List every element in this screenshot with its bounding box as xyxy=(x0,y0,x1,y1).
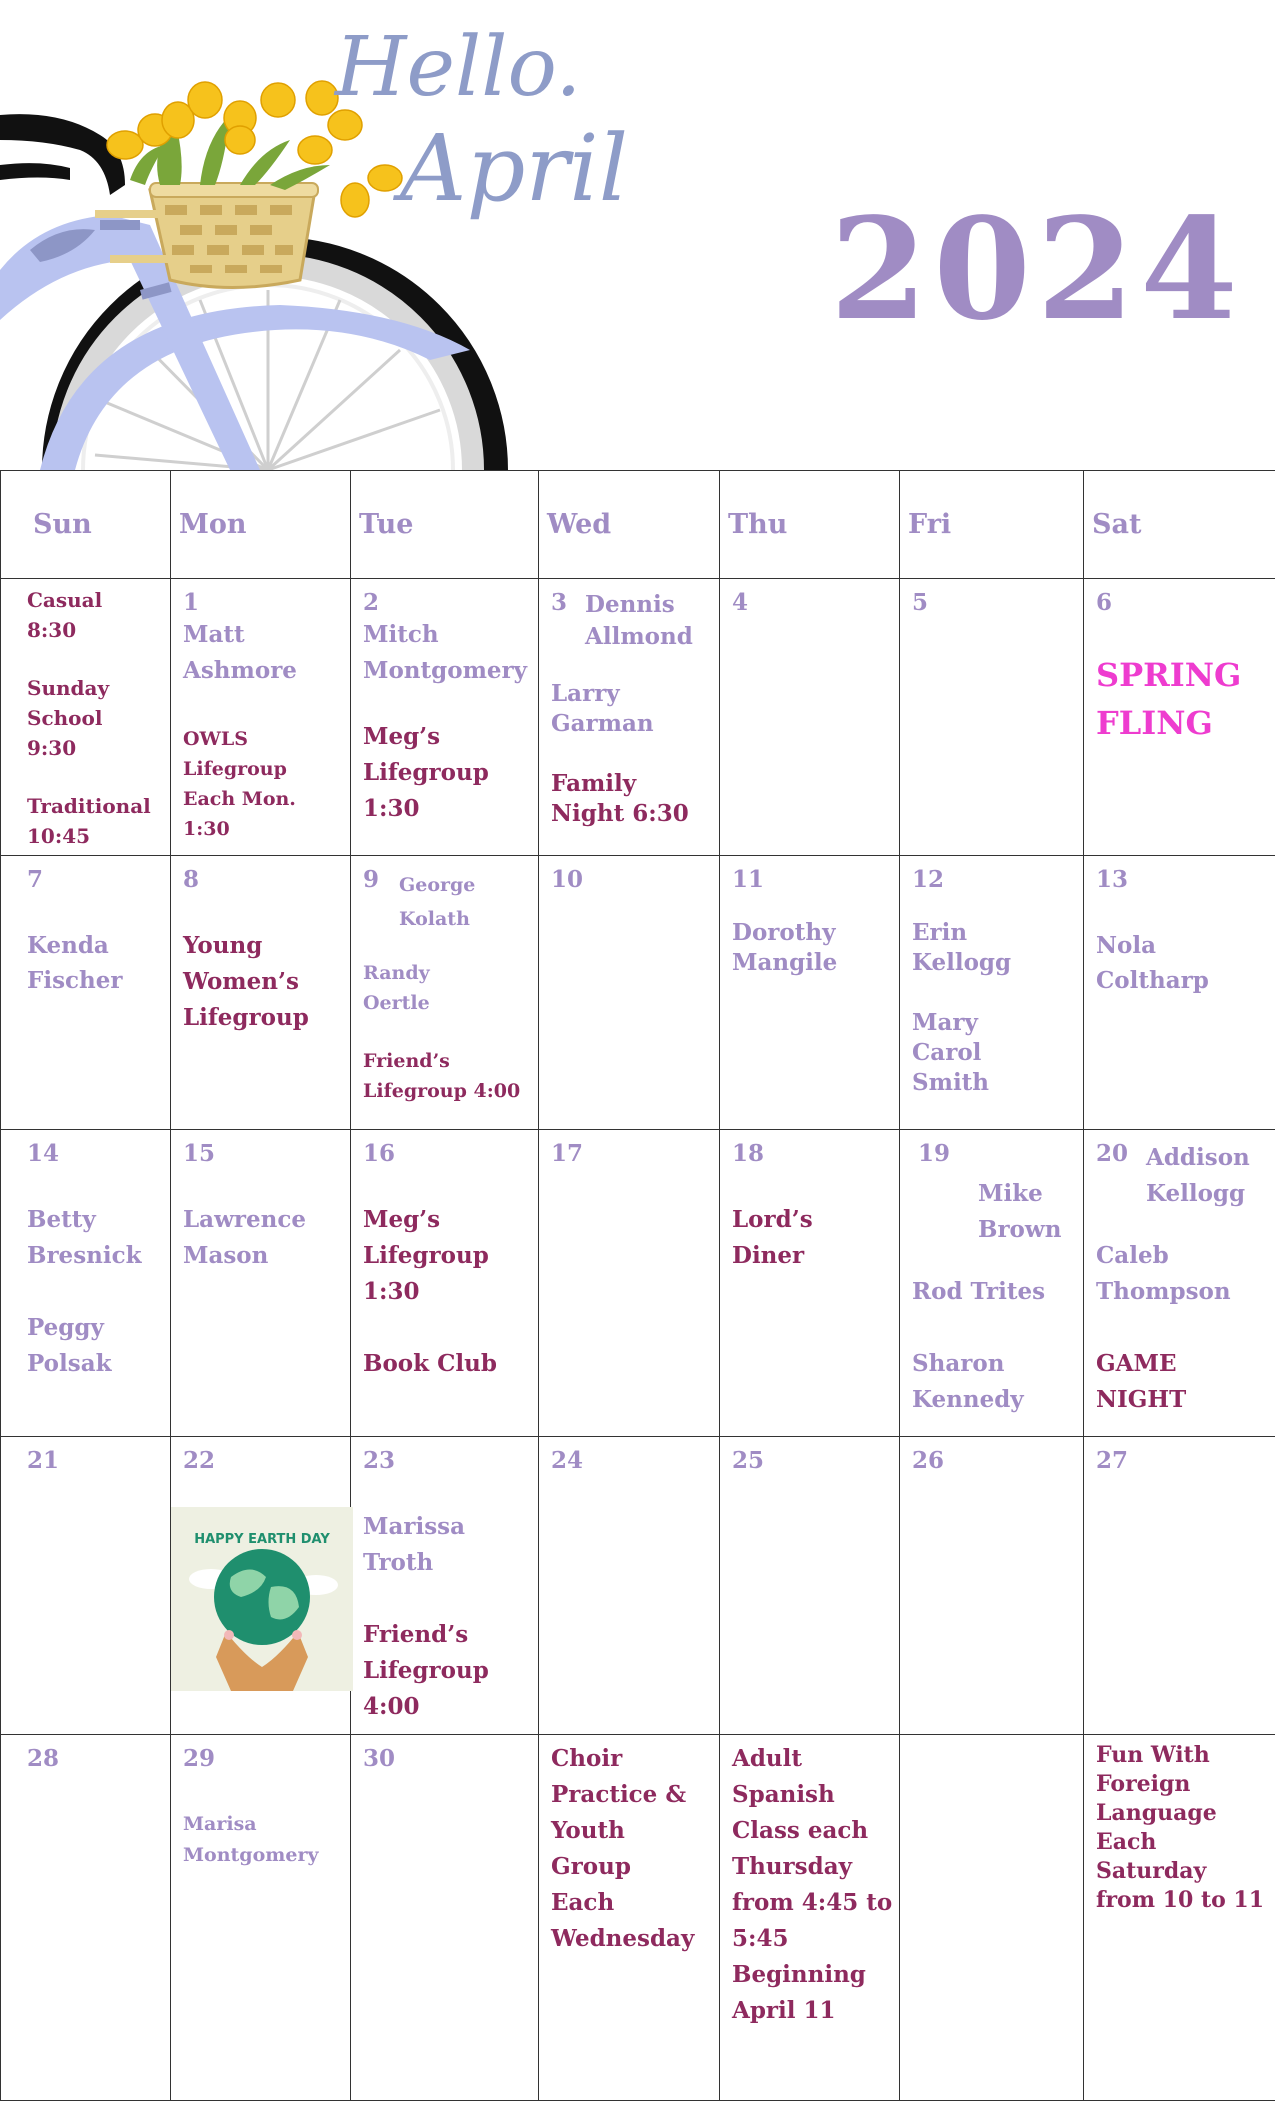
event-line: Saturday xyxy=(1096,1857,1264,1886)
event-line: from 4:45 to xyxy=(732,1885,892,1921)
weekday-sun: Sun xyxy=(1,471,171,579)
birthday-name: Mason xyxy=(183,1238,306,1274)
day-cell xyxy=(720,856,900,1130)
birthday-name: Mary xyxy=(912,1008,989,1038)
event-line: 9:30 xyxy=(27,733,151,763)
event-line: 4:00 xyxy=(363,1689,489,1725)
birthday-name: Marissa xyxy=(363,1509,465,1545)
day-number: 4 xyxy=(732,589,748,616)
event-line: Wednesday xyxy=(551,1921,694,1957)
event-line: Lifegroup xyxy=(363,755,489,791)
day-number: 19 xyxy=(918,1140,950,1167)
day-cell xyxy=(900,1130,1084,1437)
day-number: 9 xyxy=(363,866,379,893)
event-line: FLING xyxy=(1096,699,1241,747)
event-line: Friend’s xyxy=(363,1617,489,1653)
birthday-name: Allmond xyxy=(585,621,693,653)
day-number: 23 xyxy=(363,1447,395,1474)
week-row-4 xyxy=(1,1437,1275,1735)
day-cell xyxy=(171,579,351,856)
event-line: Friend’s xyxy=(363,1046,520,1076)
day-number: 17 xyxy=(551,1140,583,1167)
birthday-name: Montgomery xyxy=(183,1840,319,1871)
birthday-name: Randy xyxy=(363,958,430,988)
calendar-grid xyxy=(0,470,1275,2101)
day-cell xyxy=(171,1437,351,1735)
event-line: Adult xyxy=(732,1741,892,1777)
birthday-name: Kolath xyxy=(399,902,475,936)
day-number: 26 xyxy=(912,1447,944,1474)
event-line: Fun With xyxy=(1096,1741,1264,1770)
day-number: 7 xyxy=(27,866,43,893)
weekday-wed: Wed xyxy=(539,471,720,579)
day-cell xyxy=(1,856,171,1130)
day-number: 6 xyxy=(1096,589,1112,616)
day-number: 20 xyxy=(1096,1140,1128,1167)
birthday-name: Kennedy xyxy=(912,1382,1024,1418)
event-line: April 11 xyxy=(732,1993,892,2029)
day-cell xyxy=(900,856,1084,1130)
event-line: Group xyxy=(551,1849,694,1885)
week-row-1 xyxy=(1,579,1275,856)
birthday-name: Smith xyxy=(912,1068,989,1098)
birthday-name: Brown xyxy=(978,1212,1061,1248)
day-number: 30 xyxy=(363,1745,395,1772)
birthday-name: Oertle xyxy=(363,988,430,1018)
day-number: 2 xyxy=(363,589,379,616)
event-line: Book Club xyxy=(363,1346,497,1382)
day-cell xyxy=(720,1735,900,2101)
birthday-name: Garman xyxy=(551,709,654,739)
birthday-name: Larry xyxy=(551,679,654,709)
event-line: Class each xyxy=(732,1813,892,1849)
day-cell xyxy=(351,1130,539,1437)
event-line: 8:30 xyxy=(27,615,151,645)
birthday-name: Mike xyxy=(978,1176,1061,1212)
event-line: Lifegroup xyxy=(363,1653,489,1689)
day-cell xyxy=(351,1735,539,2101)
day-cell xyxy=(351,856,539,1130)
birthday-name: Thompson xyxy=(1096,1274,1231,1310)
earth-day-label: HAPPY EARTH DAY xyxy=(194,1532,330,1547)
birthday-name: Peggy xyxy=(27,1310,112,1346)
day-number: 29 xyxy=(183,1745,215,1772)
earth-day-image xyxy=(171,1507,353,1691)
event-line: Choir xyxy=(551,1741,694,1777)
event-line: 1:30 xyxy=(363,1274,489,1310)
day-number: 25 xyxy=(732,1447,764,1474)
day-cell xyxy=(1084,579,1275,856)
event-line: Lifegroup xyxy=(183,1000,309,1036)
day-cell xyxy=(720,1437,900,1735)
day-cell xyxy=(1,1130,171,1437)
day-cell xyxy=(1,1437,171,1735)
day-number: 14 xyxy=(27,1140,59,1167)
event-line: Thursday xyxy=(732,1849,892,1885)
day-number: 8 xyxy=(183,866,199,893)
birthday-name: Caleb xyxy=(1096,1238,1231,1274)
day-cell xyxy=(1,579,171,856)
event-line: Meg’s xyxy=(363,1202,489,1238)
event-line: Spanish xyxy=(732,1777,892,1813)
birthday-name: Betty xyxy=(27,1202,142,1238)
birthday-name: Montgomery xyxy=(363,653,527,689)
day-number: 28 xyxy=(27,1745,59,1772)
day-cell xyxy=(539,1735,720,2101)
birthday-name: Mangile xyxy=(732,948,837,978)
day-cell xyxy=(539,856,720,1130)
day-cell xyxy=(1084,856,1275,1130)
day-number: 22 xyxy=(183,1447,215,1474)
birthday-name: Kellogg xyxy=(912,948,1011,978)
event-line: Meg’s xyxy=(363,719,489,755)
birthday-name: Rod Trites xyxy=(912,1274,1045,1310)
day-cell xyxy=(1,1735,171,2101)
weekday-sat: Sat xyxy=(1084,471,1275,579)
event-line: Foreign xyxy=(1096,1770,1264,1799)
event-line: Young xyxy=(183,928,309,964)
header xyxy=(0,0,1275,470)
birthday-name: Kellogg xyxy=(1146,1176,1250,1212)
event-line: Youth xyxy=(551,1813,694,1849)
day-number: 21 xyxy=(27,1447,59,1474)
birthday-name: Bresnick xyxy=(27,1238,142,1274)
birthday-name: Coltharp xyxy=(1096,963,1209,998)
day-cell xyxy=(539,1130,720,1437)
day-number: 15 xyxy=(183,1140,215,1167)
day-cell xyxy=(720,1130,900,1437)
event-line: Each Mon. xyxy=(183,784,296,814)
day-cell xyxy=(1084,1735,1275,2101)
event-line: Beginning xyxy=(732,1957,892,1993)
day-number: 5 xyxy=(912,589,928,616)
event-line: Diner xyxy=(732,1238,813,1274)
day-cell xyxy=(171,1130,351,1437)
birthday-name: Addison xyxy=(1146,1140,1250,1176)
day-cell xyxy=(539,1437,720,1735)
day-cell xyxy=(351,579,539,856)
event-line: SPRING xyxy=(1096,651,1241,699)
event-line: Family xyxy=(551,769,689,799)
birthday-name: Mitch xyxy=(363,617,527,653)
event-line: 10:45 xyxy=(27,821,151,851)
birthday-name: Nola xyxy=(1096,928,1209,963)
day-number: 3 xyxy=(551,589,567,616)
birthday-name: Sharon xyxy=(912,1346,1024,1382)
event-line: Lifegroup 4:00 xyxy=(363,1076,520,1106)
birthday-name: Carol xyxy=(912,1038,989,1068)
weekday-thu: Thu xyxy=(720,471,900,579)
day-number: 27 xyxy=(1096,1447,1128,1474)
event-line: Traditional xyxy=(27,791,151,821)
event-line: Casual xyxy=(27,585,151,615)
day-number: 13 xyxy=(1096,866,1128,893)
event-line: Practice & xyxy=(551,1777,694,1813)
day-cell xyxy=(171,856,351,1130)
event-line: OWLS xyxy=(183,724,296,754)
event-line: Each xyxy=(1096,1828,1264,1857)
day-cell xyxy=(1084,1437,1275,1735)
year-title: 2024 xyxy=(830,200,1244,340)
weekday-mon: Mon xyxy=(171,471,351,579)
weekday-header-row xyxy=(1,471,1275,579)
event-line: Lord’s xyxy=(732,1202,813,1238)
birthday-name: Matt xyxy=(183,617,297,653)
birthday-name: Troth xyxy=(363,1545,465,1581)
event-line: Each xyxy=(551,1885,694,1921)
day-number: 10 xyxy=(551,866,583,893)
week-row-5 xyxy=(1,1735,1275,2101)
event-line: Sunday xyxy=(27,673,151,703)
event-line: School xyxy=(27,703,151,733)
birthday-name: Kenda xyxy=(27,928,123,963)
event-line: Night 6:30 xyxy=(551,799,689,829)
day-cell xyxy=(1084,1130,1275,1437)
day-number: 12 xyxy=(912,866,944,893)
day-number: 1 xyxy=(183,589,199,616)
birthday-name: Polsak xyxy=(27,1346,112,1382)
event-line: GAME xyxy=(1096,1346,1186,1382)
birthday-name: George xyxy=(399,868,475,902)
day-cell xyxy=(900,1437,1084,1735)
day-number: 16 xyxy=(363,1140,395,1167)
day-number: 24 xyxy=(551,1447,583,1474)
day-cell xyxy=(900,1735,1084,2101)
weekday-tue: Tue xyxy=(351,471,539,579)
day-cell xyxy=(171,1735,351,2101)
day-cell xyxy=(539,579,720,856)
event-line: from 10 to 11 xyxy=(1096,1886,1264,1915)
event-line: Language xyxy=(1096,1799,1264,1828)
event-line: Lifegroup xyxy=(183,754,296,784)
weekday-fri: Fri xyxy=(900,471,1084,579)
birthday-name: Fischer xyxy=(27,963,123,998)
event-line: NIGHT xyxy=(1096,1382,1186,1418)
event-line: Women’s xyxy=(183,964,309,1000)
day-number: 18 xyxy=(732,1140,764,1167)
week-row-2 xyxy=(1,856,1275,1130)
day-cell xyxy=(900,579,1084,856)
day-cell xyxy=(720,579,900,856)
event-line: 1:30 xyxy=(363,791,489,827)
april-text: April xyxy=(392,115,628,222)
birthday-name: Lawrence xyxy=(183,1202,306,1238)
week-row-3 xyxy=(1,1130,1275,1437)
day-number: 11 xyxy=(732,866,764,893)
birthday-name: Erin xyxy=(912,918,1011,948)
birthday-name: Marisa xyxy=(183,1809,319,1840)
hello-text: Hello. xyxy=(333,20,581,115)
birthday-name: Dennis xyxy=(585,589,693,621)
event-line: 1:30 xyxy=(183,814,296,844)
day-cell xyxy=(351,1437,539,1735)
birthday-name: Ashmore xyxy=(183,653,297,689)
birthday-name: Dorothy xyxy=(732,918,837,948)
event-line: Lifegroup xyxy=(363,1238,489,1274)
event-line: 5:45 xyxy=(732,1921,892,1957)
